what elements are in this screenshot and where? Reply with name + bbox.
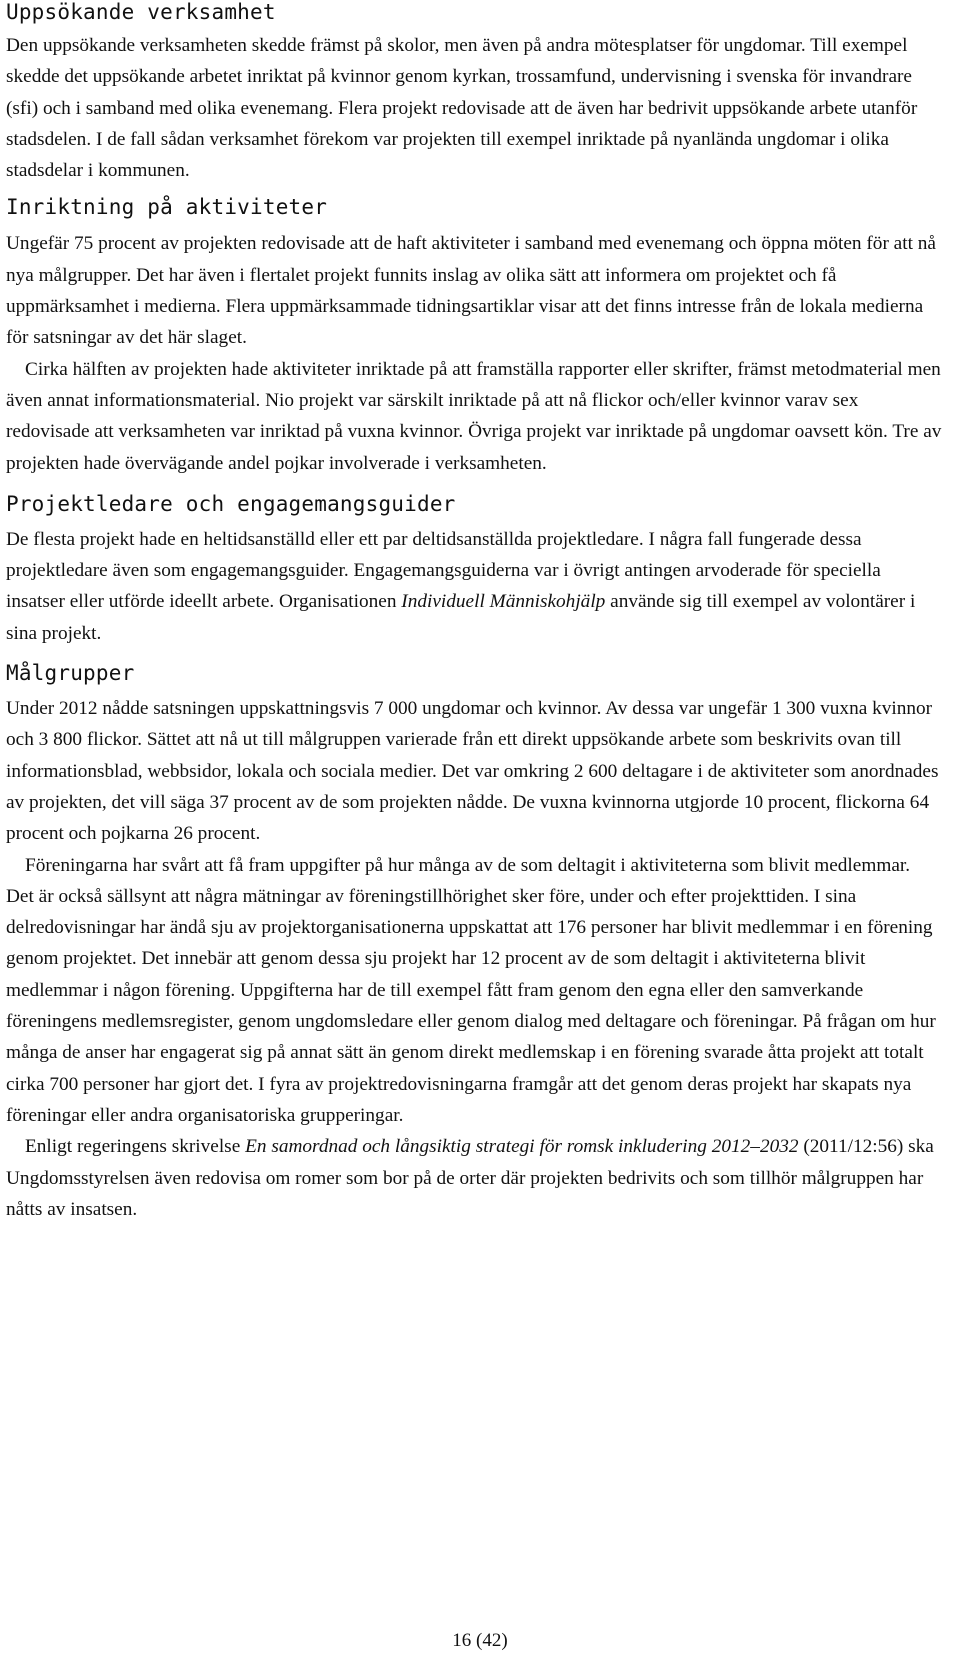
heading-inriktning-pa-aktiviteter: Inriktning på aktiviteter (6, 195, 328, 220)
document-page (6, 0, 942, 1225)
heading-projektledare-och-engagemangsguider: Projektledare och engagemangsguider (6, 491, 456, 516)
paragraph-projektledare (6, 524, 942, 649)
paragraph-malgrupper-1: Under 2012 nådde satsningen uppskattningsvis 7 000 ungdomar och kvinnor. Av dessa var ungefär 1 300 vuxna kvinnor och 3 800 flickor. Sättet att nå ut till målgruppen varierade från ett direkt uppsökande arbete som beskrivits ovan till informationsblad, webbsidor, lokala och sociala medier. Det var omkring 2 600 deltagare i de aktiviteter som anordnades av projekten, det vill säga 37 procent av de som projekten nådde. De vuxna kvinnorna utgjorde 10 procent, flickorna 64 procent och pojkarna 26 procent. (6, 698, 939, 845)
heading-malgrupper: Målgrupper (6, 661, 135, 686)
organisation-name: Individuell Människohjälp (401, 591, 606, 613)
paragraph-malgrupper-3-start: Enligt regeringens skrivelse (25, 1136, 246, 1158)
paragraph-malgrupper-3 (6, 1131, 942, 1225)
strategy-title: En samordnad och långsiktig strategi för romsk inkludering 2012–2032 (245, 1136, 799, 1158)
paragraph-malgrupper-2: Föreningarna har svårt att få fram uppgifter på hur många av de som deltagit i aktiviteterna som blivit medlemmar. Det är också sällsynt att några mätningar av föreningstillhörighet sker före, under och efter projekttiden. I sina delredovisningar har ändå sju av projektorganisationerna uppskattat att 176 personer har blivit medlemmar i en förening genom projektet. Det innebär att genom dessa sju projekt har 12 procent av de som deltagit i aktiviteterna blivit medlemmar i någon förening. Uppgifterna har de till exempel fått fram genom den egna eller den samverkande föreningens medlemsregister, genom ungdomsledare eller genom dialog med deltagare och föreningar. På frågan om hur många de anser har engagerat sig på annat sätt än genom direkt medlemskap i en förening svarade åtta projekt att totalt cirka 700 personer har gjort det. I fyra av projektredovisningarna framgår att det genom deras projekt har skapats nya föreningar eller andra organisatoriska grupperingar. (6, 854, 936, 1126)
paragraph-inriktning-1: Ungefär 75 procent av projekten redovisade att de haft aktiviteter i samband med evenemang och öppna möten för att nå nya målgrupper. Det har även i flertalet projekt funnits inslag av olika sätt att informera om projektet och få uppmärksamhet i medierna. Flera uppmärksammade tidningsartiklar visar att det finns intresse från de lokala medierna för satsningar av det här slaget. (6, 233, 936, 349)
heading-uppsokande-verksamhet: Uppsökande verksamhet (6, 0, 276, 24)
paragraph-inriktning-2: Cirka hälften av projekten hade aktiviteter inriktade på att framställa rapporter eller skrifter, främst metodmaterial men även annat informationsmaterial. Nio projekt var särskilt inriktade på att nå flickor och/eller kvinnor varav sex redovisade att verksamheten var inriktad på vuxna kvinnor. Övriga projekt var inriktade på ungdomar oavsett kön. Tre av projekten hade övervägande andel pojkar involverade i verksamheten. (6, 358, 942, 474)
paragraph-projektledare-start: De flesta projekt hade en heltidsanställd eller ett par deltidsanställda projektledare. I några fall fungerade dessa projektledare även som engagemangsguider. Engagemangsguiderna var i övrigt antingen arvoderade för speciella insatser eller utförde ideellt arbete. Organisationen (6, 528, 881, 613)
page-number: 16 (42) (452, 1630, 508, 1651)
paragraph-uppsokande: Den uppsökande verksamheten skedde främst på skolor, men även på andra mötesplatser för ungdomar. Till exempel skedde det uppsökande arbetet inriktat på kvinnor genom kyrkan, trossamfund, undervisning i svenska för invandrare (sfi) och i samband med olika evenemang. Flera projekt redovisade att de även har bedrivit uppsökande arbete utanför stadsdelen. I de fall sådan verksamhet förekom var projekten till exempel inriktade på nyanlända ungdomar i olika stadsdelar i kommunen. (6, 35, 918, 182)
paragraph-malgrupper-3-end: (2011/12:56) ska Ungdomsstyrelsen även redovisa om romer som bor på de orter där projekten bedrivits och som tillhör målgruppen har nåtts av insatsen. (6, 1136, 934, 1220)
paragraph-projektledare-end: använde sig till exempel av volontärer i sina projekt. (6, 591, 916, 644)
